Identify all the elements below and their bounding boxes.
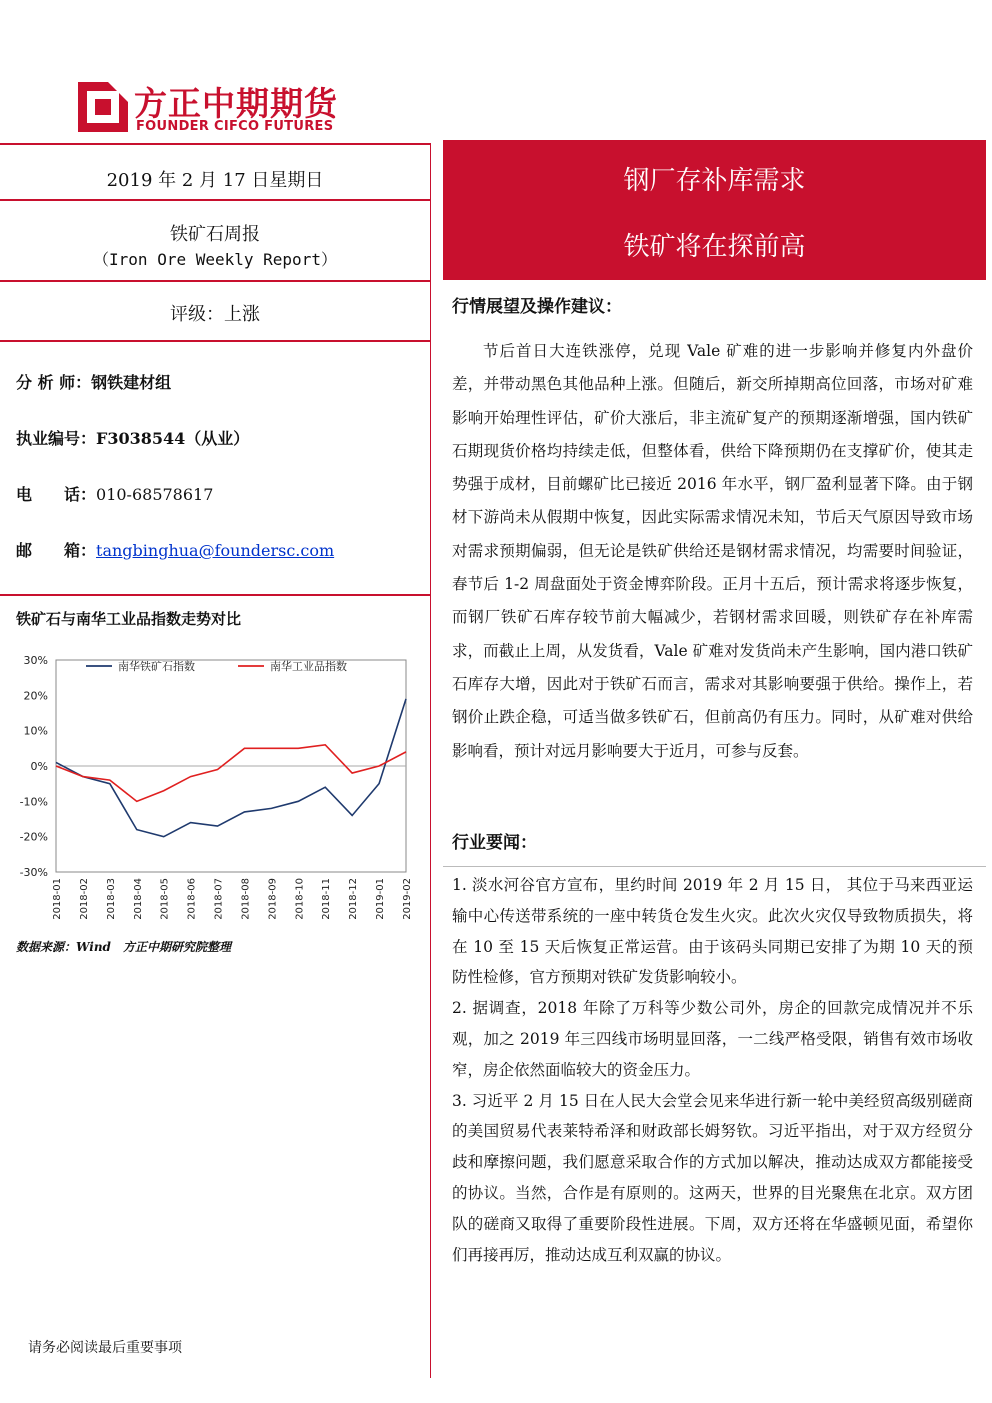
outlook-body: 节后首日大连铁涨停，兑现 Vale 矿难的进一步影响并修复内外盘价差，并带动黑色其他品种上涨。但随后，新交所掉期高位回落，市场对矿难影响开始理性评估，矿价大涨后，非主流矿复产的预期逐渐增强，国内铁矿石期现货价格均持续走低，但整体看，供给下降预期仍在支撑矿价，使其走势强于成材，目前螺矿比已接近 2016 年水平，钢厂盈利显著下降。由于钢材下游尚未从假期中恢复，因此实际需求情况未知，节后天气原因导致市场对需求预期偏弱，但无论是铁矿供给还是钢材需求情况，均需要时间验证，春节后 1-2 周盘面处于资金博弈阶段。正月十五后，预计需求将逐步恢复，而钢厂铁矿石库存较节前大幅减少，若钢材需求回暖，则铁矿存在补库需求，而截止上周，从发货看，Vale 矿难对发货尚未产生影响，国内港口铁矿石库存大增，因此对于铁矿石而言，需求对其影响要强于供给。操作上，若钢价止跌企稳，可适当做多铁矿石，但前高仍有压力。同时，从矿难对供给影响看，预计对远月影响要大于近月，可参与反套。 [452,342,973,760]
report-rating: 评级：上涨 [170,304,260,325]
y-tick-label: 20% [23,689,48,703]
analyst-phone [16,482,213,505]
analyst-email-link[interactable]: tangbinghua@foundersc.com [96,541,335,560]
analyst-phone-label: 电 话： [16,485,97,504]
x-tick-label: 2018-11 [321,878,333,920]
legend-label-2: 南华工业品指数 [270,660,347,673]
report-date: 2019 年 2 月 17 日星期日 [106,170,324,191]
divider [0,280,430,282]
analyst-license-label: 执业编号： [16,429,97,448]
x-tick-label: 2018-10 [294,878,306,920]
legend-label-1: 南华铁矿石指数 [118,660,195,673]
brand-name-cn: 方正中期期货 [134,84,338,123]
headline-line-1: 钢厂存补库需求 [623,166,806,196]
news-list [452,870,973,1270]
y-tick-label: 30% [23,654,48,667]
analyst-name-label: 分 析 师： [16,373,92,392]
company-logo-mark-icon [78,82,128,132]
line-chart [8,640,428,930]
analyst-license [16,426,249,449]
analyst-phone-value: 010-68578617 [96,485,214,504]
divider [0,594,430,596]
divider [443,866,986,867]
chart-title: 铁矿石与南华工业品指数走势对比 [16,610,242,628]
analyst-name-value: 钢铁建材组 [91,373,172,392]
headline-banner [443,140,986,280]
y-tick-label: 0% [30,760,48,773]
x-tick-label: 2018-01 [52,878,63,920]
y-tick-label: -20% [19,830,48,844]
divider [0,143,430,145]
report-title: 铁矿石周报 [170,224,260,245]
analyst-email [16,538,334,561]
x-tick-label: 2018-08 [240,878,252,920]
chart-source: 数据来源：Wind 方正中期研究院整理 [16,940,231,954]
x-tick-label: 2018-07 [213,878,225,920]
divider [0,199,430,201]
x-tick-label: 2018-04 [132,878,144,920]
news-heading: 行业要闻： [452,833,537,853]
news-item-2: 2. 据调查，2018 年除了万科等少数公司外，房企的回款完成情况并不乐观，加之 2019 年三四线市场明显回落，一二线严格受限，销售有效市场收窄，房企依然面临较大的资金压力。 [452,999,973,1079]
y-tick-label: -30% [19,866,48,879]
y-tick-label: -10% [19,795,48,809]
footer-note: 请务必阅读最后重要事项 [28,1340,182,1356]
x-tick-label: 2018-06 [186,878,198,920]
outlook-heading: 行情展望及操作建议： [452,297,622,317]
analyst-name [16,370,171,393]
x-tick-label: 2018-03 [105,878,117,920]
analyst-email-label: 邮 箱： [16,541,97,560]
headline-line-2: 铁矿将在探前高 [623,232,806,262]
x-tick-label: 2019-02 [402,878,413,920]
company-logo [78,80,358,136]
x-tick-label: 2018-09 [267,878,279,920]
x-tick-label: 2018-02 [78,878,90,920]
brand-name-en: FOUNDER CIFCO FUTURES [136,119,334,134]
x-tick-label: 2018-12 [348,878,360,920]
x-tick-label: 2018-05 [159,878,171,920]
x-tick-label: 2019-01 [375,878,387,920]
analyst-license-value: F3038544（从业） [96,429,250,448]
divider [0,340,430,342]
y-tick-label: 10% [23,724,48,738]
news-item-3: 3. 习近平 2 月 15 日在人民大会堂会见来华进行新一轮中美经贸高级别磋商的美国贸易代表莱特希泽和财政部长姆努钦。习近平指出，对于双方经贸分歧和摩擦问题，我们愿意采取合作的方式加以解决，推动达成双方都能接受的协议。当然，合作是有原则的。这两天，世界的目光聚焦在北京。双方团队的磋商又取得了重要阶段性进展。下周，双方还将在华盛顿见面，希望你们再接再厉，推动达成互利双赢的协议。 [452,1091,973,1264]
report-subtitle: （Iron Ore Weekly Report） [93,250,337,269]
series-line-2 [56,745,406,802]
news-item-1: 1. 淡水河谷官方宣布，里约时间 2019 年 2 月 15 日， 其位于马来西亚运输中心传送带系统的一座中转货仓发生火灾。此次火灾仅导致物质损失，将在 10 至 15 天后恢复正常运营。由于该码头同期已安排了为期 10 天的预防性检修，官方预期对铁矿发货影响较小。 [452,876,973,987]
series-line-1 [56,699,406,837]
column-divider [430,143,431,1378]
